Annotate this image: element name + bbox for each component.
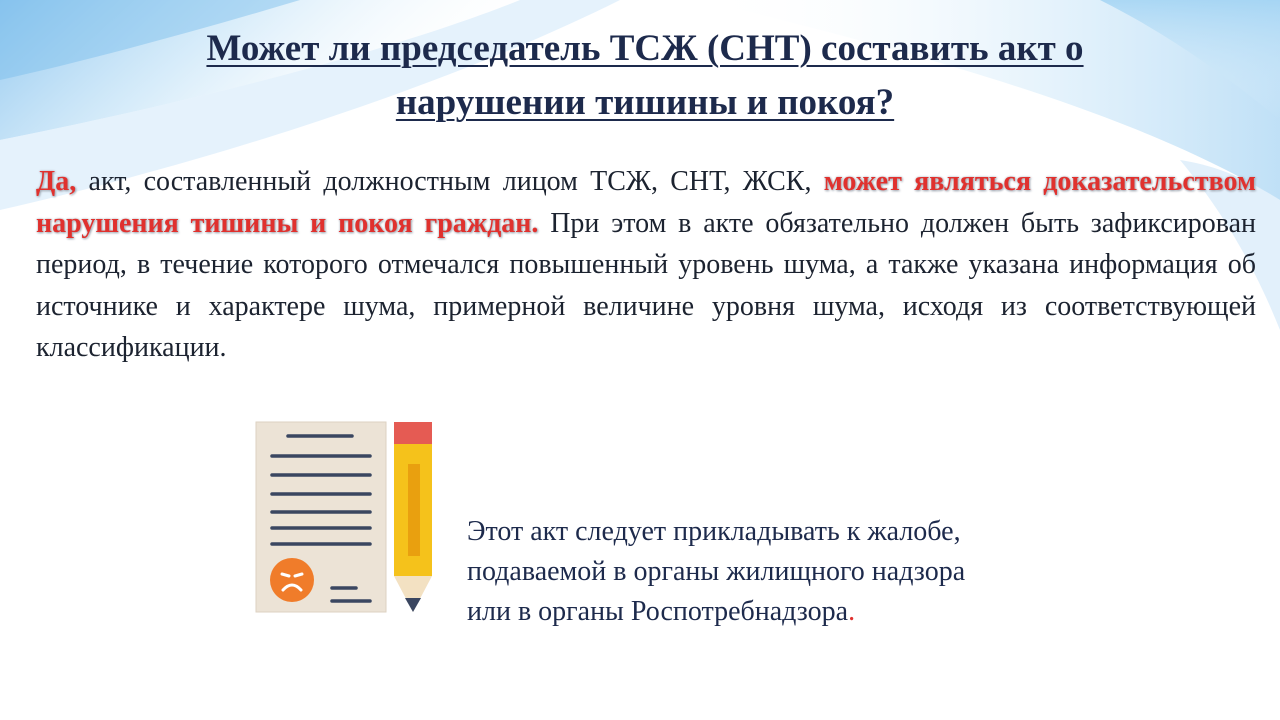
sad-face-icon <box>270 558 314 602</box>
title-line-1: Может ли председатель ТСЖ (СНТ) составить акт о <box>206 28 1084 69</box>
complaint-note <box>467 512 1087 632</box>
note-end-dot: . <box>848 596 856 627</box>
document-pencil-illustration <box>250 418 440 618</box>
highlighted-statement: может являться доказательством нарушения тишины и покоя граждан. <box>36 166 1257 239</box>
note-line-3: или в органы Роспотребнадзора <box>467 596 849 627</box>
main-paragraph <box>36 161 1256 369</box>
paragraph-part-2: При этом в акте обязательно должен быть зафиксирован период, в течение которого отмечался повышенный уровень шума, а также указана информация об источнике и характере шума, примерной величине уровня шума, исходя из соответствующей классификации. <box>36 207 1257 363</box>
title-line-2: нарушении тишины и покоя? <box>395 82 895 123</box>
page-title <box>80 22 1210 130</box>
paragraph-part-1: акт, составленный должностным лицом ТСЖ, СНТ, ЖСК, <box>76 166 824 197</box>
note-line-1: Этот акт следует прикладывать к жалобе, <box>467 516 961 547</box>
pencil-icon <box>394 422 432 612</box>
yes-answer: Да, <box>36 166 77 197</box>
note-line-2: подаваемой в органы жилищного надзора <box>467 556 966 587</box>
